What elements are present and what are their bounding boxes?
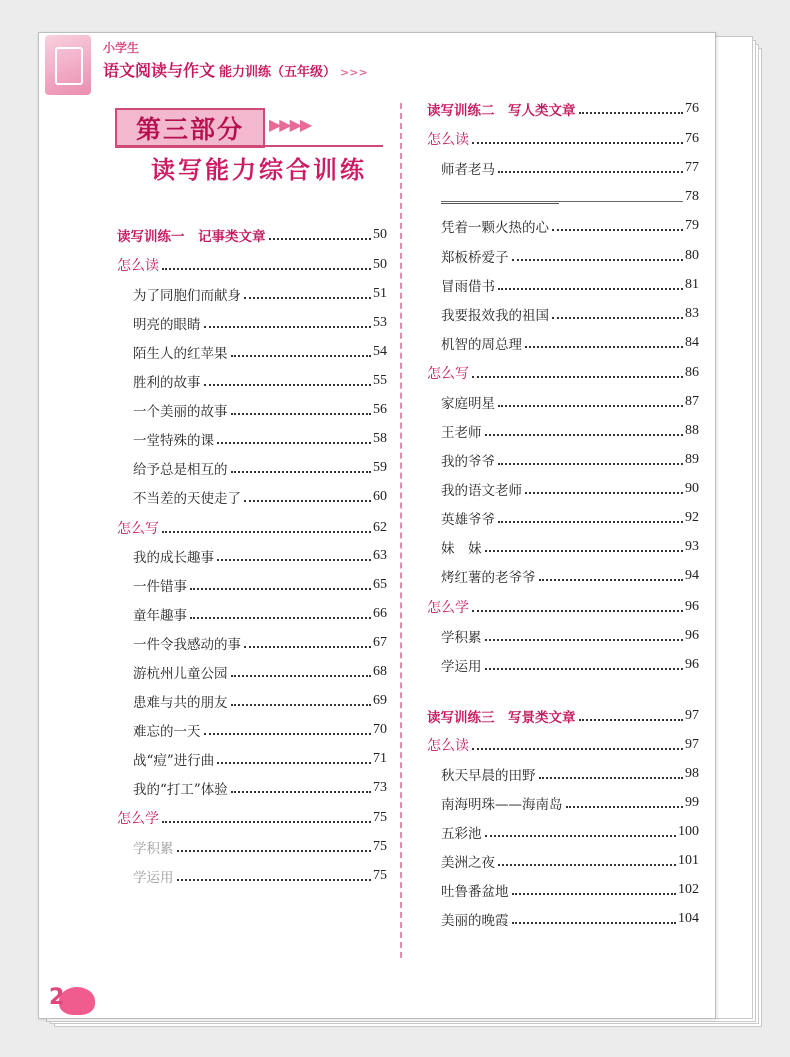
heart-icon (59, 987, 95, 1015)
entry-page-number: 60 (373, 489, 387, 504)
entry-title: 游杭州儿童公园 (133, 666, 228, 682)
section-title: 怎么写 (427, 366, 469, 382)
entry-page-number: 50 (373, 257, 387, 272)
toc-entry (441, 507, 699, 529)
entry-page-number: 96 (685, 599, 699, 614)
entry-title: 难忘的一天 (133, 724, 201, 740)
toc-entry (441, 850, 699, 872)
leader-dots (190, 588, 371, 590)
header-book-title: 语文阅读与作文 (103, 61, 216, 80)
leader-dots (231, 471, 372, 473)
leader-dots (498, 171, 683, 173)
entry-page-number: 81 (685, 277, 699, 292)
leader-dots (217, 442, 371, 444)
entry-page-number: 67 (373, 635, 387, 650)
leader-dots (472, 748, 683, 750)
entry-title: 烤红薯的老爷爷 (441, 570, 536, 586)
part-arrows-icon: ▶▶▶▶ (269, 115, 311, 134)
entry-page-number: 62 (373, 520, 387, 535)
toc-entry (441, 420, 699, 442)
toc-entry (133, 690, 387, 712)
toc-entry (133, 865, 387, 887)
toc-entry (427, 596, 699, 618)
leader-dots (162, 531, 371, 533)
entry-page-number: 100 (678, 824, 699, 839)
entry-page-number: 75 (373, 839, 387, 854)
entry-title: 学运用 (133, 870, 174, 886)
leader-dots (217, 762, 371, 764)
toc-entry (133, 603, 387, 625)
leader-dots (485, 668, 684, 670)
entry-title: 王老师 (441, 425, 482, 441)
toc-entry (117, 224, 387, 246)
entry-title: 郑板桥爱子 (441, 250, 509, 266)
entry-page-number: 79 (685, 218, 699, 233)
entry-title: 明亮的眼睛 (133, 317, 201, 333)
toc-entry (441, 763, 699, 785)
leader-dots (244, 646, 371, 648)
entry-page-number: 51 (373, 286, 387, 301)
leader-dots (552, 317, 683, 319)
entry-page-number: 86 (685, 365, 699, 380)
toc-entry (133, 486, 387, 508)
entry-title: 战“痘”进行曲 (133, 753, 215, 769)
leader-dots (244, 500, 371, 502)
toc-entry (133, 283, 387, 305)
part-underline (115, 145, 383, 147)
entry-page-number: 70 (373, 722, 387, 737)
entry-page-number: 68 (373, 664, 387, 679)
toc-entry (427, 98, 699, 120)
part-title: 读写能力综合训练 (151, 156, 367, 184)
leader-dots (539, 777, 684, 779)
leader-dots (217, 559, 371, 561)
toc-entry (133, 457, 387, 479)
leader-dots (498, 521, 683, 523)
entry-title: 我的语文老师 (441, 483, 522, 499)
entry-page-number: 97 (685, 708, 699, 723)
entry-page-number: 63 (373, 548, 387, 563)
entry-title: 一件错事 (133, 579, 187, 595)
section-title: 怎么学 (117, 811, 159, 827)
entry-page-number: 102 (678, 882, 699, 897)
entry-title: 冒雨借书 (441, 279, 495, 295)
entry-page-number: 92 (685, 510, 699, 525)
entry-page-number: 98 (685, 766, 699, 781)
toc-entry (441, 654, 699, 676)
toc-entry (427, 705, 699, 727)
leader-dots (498, 864, 676, 866)
entry-page-number: 75 (373, 868, 387, 883)
entry-title: 家庭明星 (441, 396, 495, 412)
entry-title: 胜利的故事 (133, 375, 201, 391)
toc-entry (441, 449, 699, 471)
leader-dots (269, 238, 372, 240)
toc-entry (133, 777, 387, 799)
header-title (103, 58, 368, 81)
toc-entry (441, 565, 699, 587)
toc-entry (441, 245, 699, 267)
blank-title-line (441, 203, 559, 204)
leader-dots (162, 268, 371, 270)
entry-title: 我的“打工”体验 (133, 782, 228, 798)
leader-dots (485, 434, 684, 436)
entry-page-number: 50 (373, 227, 387, 242)
toc-entry (441, 303, 699, 325)
leader-dots (552, 229, 683, 231)
toc-entry (133, 748, 387, 770)
toc-entry (117, 254, 387, 276)
section-title: 怎么读 (427, 738, 469, 754)
leader-dots (498, 405, 683, 407)
toc-entry (133, 428, 387, 450)
toc-entry (133, 545, 387, 567)
entry-title: 美洲之夜 (441, 855, 495, 871)
toc-entry (441, 215, 699, 237)
chapter-title: 读写训练二 写人类文章 (427, 103, 576, 119)
toc-entry (427, 128, 699, 150)
header-book-subtitle: 能力训练（五年级） (219, 65, 337, 80)
toc-entry (133, 632, 387, 654)
leader-dots (231, 355, 372, 357)
toc-entry (133, 341, 387, 363)
toc-entry (441, 879, 699, 901)
leader-dots (485, 835, 677, 837)
entry-page-number: 96 (685, 657, 699, 672)
leader-dots (498, 288, 683, 290)
entry-title: 英雄爷爷 (441, 512, 495, 528)
leader-dots (498, 463, 683, 465)
toc-entry (441, 391, 699, 413)
leader-dots (244, 297, 371, 299)
entry-title: 一堂特殊的课 (133, 433, 214, 449)
part-label: 第三部分 (115, 108, 265, 148)
toc-entry (427, 734, 699, 756)
entry-title: 我的成长趣事 (133, 550, 214, 566)
leader-dots (441, 201, 683, 202)
entry-page-number: 75 (373, 810, 387, 825)
leader-dots (525, 492, 683, 494)
entry-title: 五彩池 (441, 826, 482, 842)
page-number-badge (45, 977, 91, 1017)
entry-page-number: 96 (685, 628, 699, 643)
leader-dots (472, 142, 683, 144)
entry-title: 学积累 (441, 630, 482, 646)
book-logo-icon (45, 35, 91, 95)
entry-title: 南海明珠——海南岛 (441, 797, 563, 813)
entry-title: 不当差的天使走了 (133, 491, 241, 507)
entry-title: 学积累 (133, 841, 174, 857)
leader-dots (512, 259, 684, 261)
entry-title: 美丽的晚霞 (441, 913, 509, 929)
entry-page-number: 76 (685, 101, 699, 116)
toc-entry (441, 332, 699, 354)
leader-dots (485, 639, 684, 641)
leader-dots (512, 922, 677, 924)
entry-page-number: 99 (685, 795, 699, 810)
header-arrows: >>> (340, 66, 368, 79)
column-divider (400, 103, 402, 958)
entry-page-number: 56 (373, 402, 387, 417)
entry-page-number: 66 (373, 606, 387, 621)
leader-dots (472, 610, 683, 612)
toc-entry (133, 836, 387, 858)
entry-page-number: 78 (685, 189, 699, 204)
leader-dots (177, 850, 372, 852)
leader-dots (512, 893, 677, 895)
toc-entry (441, 536, 699, 558)
entry-title: 为了同胞们而献身 (133, 288, 241, 304)
leader-dots (204, 384, 372, 386)
toc-entry (133, 370, 387, 392)
toc-entry (133, 574, 387, 596)
section-title: 怎么读 (427, 132, 469, 148)
entry-title: 机智的周总理 (441, 337, 522, 353)
entry-page-number: 58 (373, 431, 387, 446)
entry-title: 我要报效我的祖国 (441, 308, 549, 324)
leader-dots (204, 326, 372, 328)
entry-title: 童年趣事 (133, 608, 187, 624)
book-page-stack (38, 32, 750, 1017)
toc-entry (133, 719, 387, 741)
section-title: 怎么读 (117, 258, 159, 274)
toc-entry (117, 807, 387, 829)
entry-title: 陌生人的红苹果 (133, 346, 228, 362)
entry-page-number: 88 (685, 423, 699, 438)
section-title: 怎么学 (427, 600, 469, 616)
leader-dots (231, 704, 372, 706)
leader-dots (190, 617, 371, 619)
toc-entry (133, 661, 387, 683)
toc-entry (441, 157, 699, 179)
leader-dots (566, 806, 684, 808)
entry-page-number: 87 (685, 394, 699, 409)
toc-entry (441, 478, 699, 500)
entry-page-number: 104 (678, 911, 699, 926)
leader-dots (472, 376, 683, 378)
leader-dots (579, 719, 684, 721)
entry-page-number: 59 (373, 460, 387, 475)
entry-title: 一个美丽的故事 (133, 404, 228, 420)
entry-title: 妹 妹 (441, 541, 482, 557)
entry-title: 师者老马 (441, 162, 495, 178)
entry-title: 患难与共的朋友 (133, 695, 228, 711)
entry-page-number: 76 (685, 131, 699, 146)
toc-entry (133, 312, 387, 334)
toc-entry (441, 908, 699, 930)
entry-title: 秋天早晨的田野 (441, 768, 536, 784)
entry-title: 给予总是相互的 (133, 462, 228, 478)
leader-dots (579, 112, 684, 114)
entry-page-number: 71 (373, 751, 387, 766)
chapter-title: 读写训练一 记事类文章 (117, 229, 266, 245)
entry-page-number: 77 (685, 160, 699, 175)
leader-dots (525, 346, 683, 348)
toc-entry (441, 625, 699, 647)
entry-page-number: 84 (685, 335, 699, 350)
entry-title: 凭着一颗火热的心 (441, 220, 549, 236)
entry-page-number: 97 (685, 737, 699, 752)
entry-title: 吐鲁番盆地 (441, 884, 509, 900)
page-number: 2 (49, 985, 65, 1010)
header-series: 小学生 (103, 41, 140, 55)
leader-dots (231, 413, 372, 415)
entry-page-number: 83 (685, 306, 699, 321)
entry-page-number: 73 (373, 780, 387, 795)
entry-title: 一件令我感动的事 (133, 637, 241, 653)
section-title: 怎么写 (117, 521, 159, 537)
entry-page-number: 101 (678, 853, 699, 868)
entry-page-number: 90 (685, 481, 699, 496)
leader-dots (231, 791, 371, 793)
leader-dots (204, 733, 372, 735)
entry-page-number: 89 (685, 452, 699, 467)
leader-dots (231, 675, 372, 677)
entry-page-number: 53 (373, 315, 387, 330)
leader-dots (539, 579, 684, 581)
toc-page (38, 32, 716, 1019)
chapter-title: 读写训练三 写景类文章 (427, 710, 576, 726)
toc-entry (441, 274, 699, 296)
toc-entry (441, 792, 699, 814)
toc-entry (441, 186, 699, 208)
entry-title: 学运用 (441, 659, 482, 675)
entry-page-number: 54 (373, 344, 387, 359)
entry-page-number: 55 (373, 373, 387, 388)
entry-page-number: 65 (373, 577, 387, 592)
leader-dots (162, 821, 371, 823)
entry-page-number: 80 (685, 248, 699, 263)
entry-page-number: 69 (373, 693, 387, 708)
leader-dots (177, 879, 372, 881)
entry-page-number: 94 (685, 568, 699, 583)
entry-title: 我的爷爷 (441, 454, 495, 470)
entry-page-number: 93 (685, 539, 699, 554)
toc-entry (441, 821, 699, 843)
toc-entry (117, 517, 387, 539)
toc-entry (427, 362, 699, 384)
leader-dots (485, 550, 684, 552)
toc-entry (133, 399, 387, 421)
